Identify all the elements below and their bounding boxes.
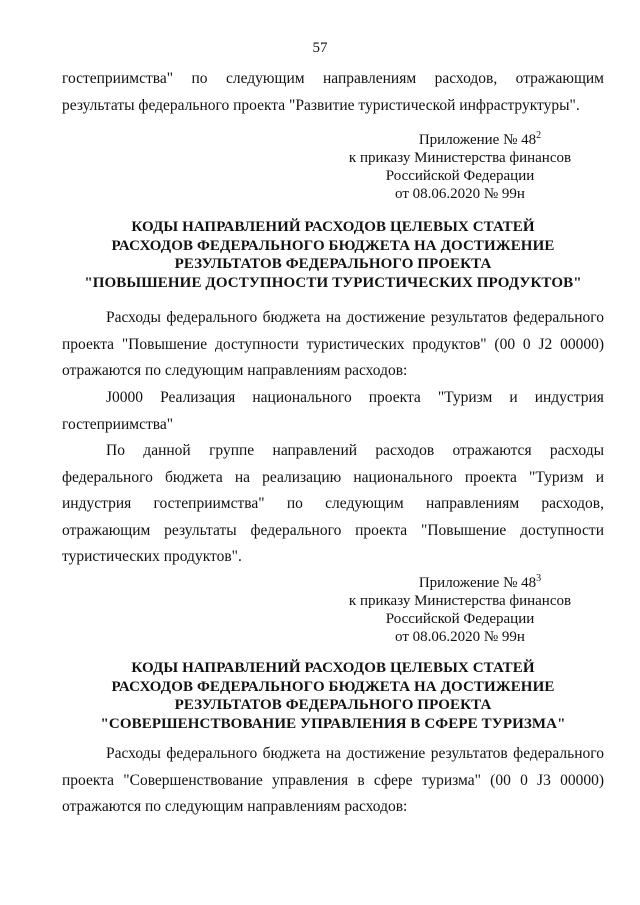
heading-48-2 bbox=[60, 218, 606, 292]
appendix-48-3-line4: от 08.06.2020 № 99н bbox=[395, 629, 525, 645]
code-row-j0000 bbox=[62, 385, 604, 438]
heading-48-3-line3: РЕЗУЛЬТАТОВ ФЕДЕРАЛЬНОГО ПРОЕКТА bbox=[174, 697, 492, 713]
para-48-2-desc: По данной группе направлений расходов отражаются расходы федерального бюджета на реализацию национального проекта "Туризм и индустрия гостеприимства" по следующим направлениям расходов, отражающим результаты федерального проекта "Повышение доступности туристических продуктов". bbox=[62, 442, 604, 565]
code-row-j0000-line2: гостеприимства" bbox=[62, 415, 174, 433]
para-48-2-intro: Расходы федерального бюджета на достижение результатов федерального проекта "Повышение доступности туристических продуктов" (00 0 J2 00000) отражаются по следующим направлениям расходов: bbox=[62, 309, 604, 379]
appendix-48-3-title-line bbox=[380, 570, 580, 592]
appendix-48-3-sup: 3 bbox=[536, 573, 542, 584]
appendix-48-2-title: Приложение № 48 bbox=[418, 132, 537, 148]
code-j0000-word2: национального bbox=[252, 389, 352, 406]
appendix-48-2 bbox=[340, 127, 580, 203]
appendix-48-2-line3: Российской Федерации bbox=[385, 168, 535, 184]
appendix-48-2-title-line bbox=[380, 127, 580, 149]
appendix-48-3-line2: к приказу Министерства финансов bbox=[348, 593, 572, 609]
page-number: 57 bbox=[312, 40, 328, 56]
para-48-3-intro: Расходы федерального бюджета на достижение результатов федерального проекта "Совершенствование управления в сфере туризма" (00 0 J3 00000) отражаются по следующим направлениям расходов: bbox=[62, 745, 604, 815]
heading-48-2-line3: РЕЗУЛЬТАТОВ ФЕДЕРАЛЬНОГО ПРОЕКТА bbox=[174, 256, 492, 272]
code-j0000-word6: индустрия bbox=[534, 389, 604, 406]
code-j0000: J0000 bbox=[106, 389, 144, 406]
appendix-48-3-title: Приложение № 48 bbox=[418, 575, 537, 591]
heading-48-3-line4: "СОВЕРШЕНСТВОВАНИЕ УПРАВЛЕНИЯ В СФЕРЕ ТУРИЗМА" bbox=[100, 715, 566, 732]
intro-paragraph: гостеприимства" по следующим направлениям расходов, отражающим результаты федерального проекта "Развитие туристической инфраструктуры". bbox=[62, 70, 604, 114]
appendix-48-2-sup: 2 bbox=[536, 130, 542, 141]
heading-48-2-line2: РАСХОДОВ ФЕДЕРАЛЬНОГО БЮДЖЕТА НА ДОСТИЖЕНИЕ bbox=[111, 237, 555, 254]
code-row-j0000-line1 bbox=[62, 385, 604, 412]
appendix-48-2-line4: от 08.06.2020 № 99н bbox=[395, 186, 525, 202]
appendix-48-3 bbox=[340, 570, 580, 646]
code-j0000-word3: проекта bbox=[368, 389, 421, 406]
heading-48-3-line2: РАСХОДОВ ФЕДЕРАЛЬНОГО БЮДЖЕТА НА ДОСТИЖЕНИЕ bbox=[111, 678, 555, 695]
appendix-48-3-line3: Российской Федерации bbox=[385, 611, 535, 627]
code-j0000-word1: Реализация bbox=[160, 389, 236, 406]
heading-48-3-line1: КОДЫ НАПРАВЛЕНИЙ РАСХОДОВ ЦЕЛЕВЫХ СТАТЕЙ bbox=[131, 660, 535, 676]
heading-48-2-line1: КОДЫ НАПРАВЛЕНИЙ РАСХОДОВ ЦЕЛЕВЫХ СТАТЕЙ bbox=[131, 219, 535, 235]
code-j0000-word4: "Туризм bbox=[437, 389, 493, 406]
code-j0000-word5: и bbox=[509, 389, 518, 406]
appendix-48-2-line2: к приказу Министерства финансов bbox=[348, 150, 572, 166]
heading-48-3 bbox=[60, 659, 606, 733]
heading-48-2-line4: "ПОВЫШЕНИЕ ДОСТУПНОСТИ ТУРИСТИЧЕСКИХ ПРОДУКТОВ" bbox=[84, 274, 582, 291]
